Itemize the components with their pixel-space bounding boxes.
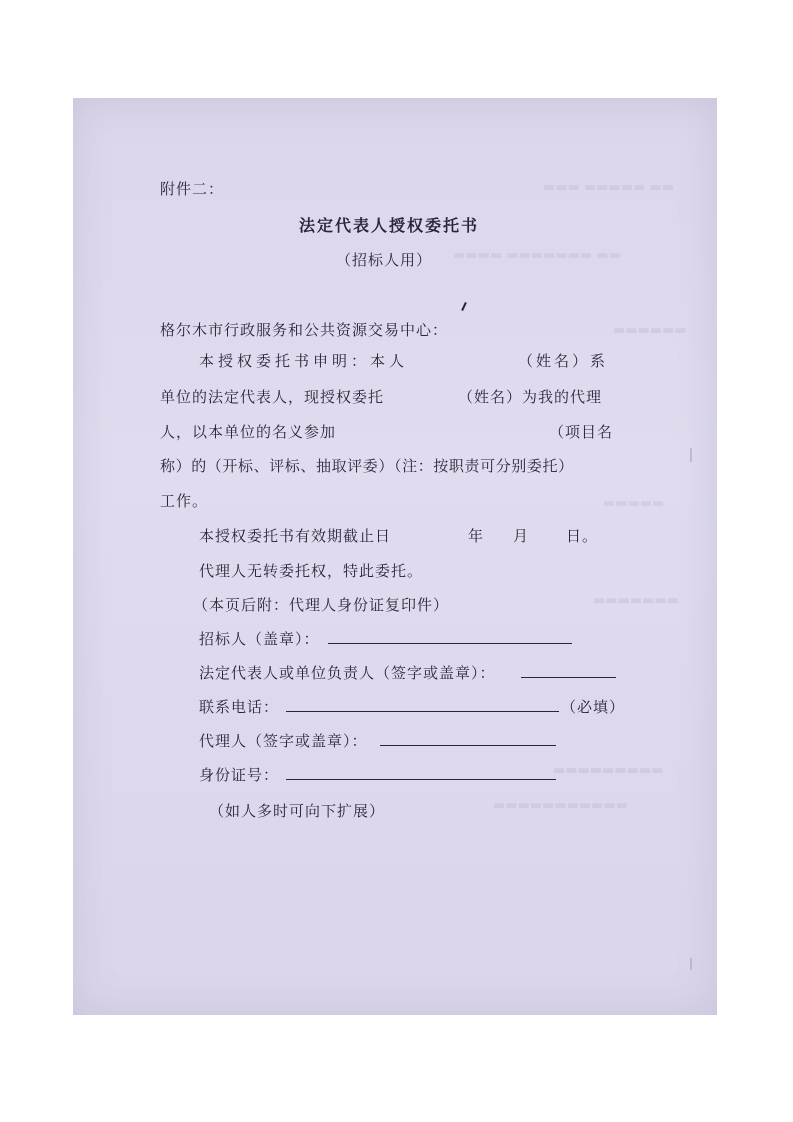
legal-rep-sign-label: 法定代表人或单位负责人（签字或盖章）： — [199, 664, 496, 682]
agent-sign-line[interactable] — [380, 745, 556, 746]
legal-rep-sign-line[interactable] — [521, 677, 616, 678]
phone-required-note: （必填） — [561, 698, 626, 716]
show-through-text: ▬▬▬▬▬▬▬▬▬ — [553, 763, 664, 778]
phone-line[interactable] — [286, 711, 559, 712]
para1-line1-end: （姓名）系 — [518, 352, 609, 370]
attachment-note: （本页后附：代理人身份证复印件） — [193, 596, 450, 614]
para1-line1-start: 本授权委托书申明：本人 — [199, 352, 409, 370]
para1-line4: 称）的（开标、评标、抽取评委）（注：按职责可分别委托） — [160, 457, 574, 475]
scan-edge-mark — [690, 958, 692, 970]
para1-line5: 工作。 — [160, 492, 209, 510]
scan-edge-mark — [690, 448, 692, 462]
extend-note: （如人多时可向下扩展） — [209, 802, 386, 820]
show-through-text: ▬▬▬▬▬▬ — [613, 323, 687, 338]
validity-year: 年 — [468, 527, 485, 545]
para1-line3-end: （项目名 — [549, 423, 614, 441]
pen-mark — [461, 302, 467, 311]
tenderer-seal-label: 招标人（盖章）： — [199, 630, 320, 648]
show-through-text: ▬▬▬▬▬▬▬▬▬▬▬ — [493, 798, 629, 813]
document-subtitle: （招标人用） — [336, 251, 433, 269]
validity-prefix: 本授权委托书有效期截止日 — [199, 527, 392, 545]
validity-day: 日。 — [566, 527, 599, 545]
para1-line2-end: （姓名）为我的代理 — [458, 388, 603, 406]
para1-line3-start: 人，以本单位的名义参加 — [160, 423, 337, 441]
phone-label: 联系电话： — [199, 698, 280, 716]
id-number-label: 身份证号： — [199, 766, 280, 784]
show-through-text: ▬▬▬▬▬ — [603, 496, 665, 511]
document-title: 法定代表人授权委托书 — [299, 216, 480, 235]
show-through-text: ▬▬▬▬▬▬▬ — [593, 593, 679, 608]
agent-sign-label: 代理人（签字或盖章）： — [199, 732, 368, 750]
no-transfer-statement: 代理人无转委托权，特此委托。 — [199, 562, 424, 580]
show-through-text: ▬▬▬▬ ▬▬▬▬▬▬▬ ▬▬ — [453, 248, 621, 263]
validity-month: 月 — [513, 527, 530, 545]
para1-line2-start: 单位的法定代表人，现授权委托 — [160, 388, 385, 406]
attachment-label: 附件二： — [160, 180, 225, 198]
tenderer-seal-line[interactable] — [328, 643, 572, 644]
recipient: 格尔木市行政服务和公共资源交易中心： — [160, 321, 449, 339]
scanned-page — [73, 98, 717, 1015]
show-through-text: ▬▬▬ ▬▬▬▬▬ ▬▬ — [543, 180, 675, 195]
id-number-line[interactable] — [286, 779, 556, 780]
